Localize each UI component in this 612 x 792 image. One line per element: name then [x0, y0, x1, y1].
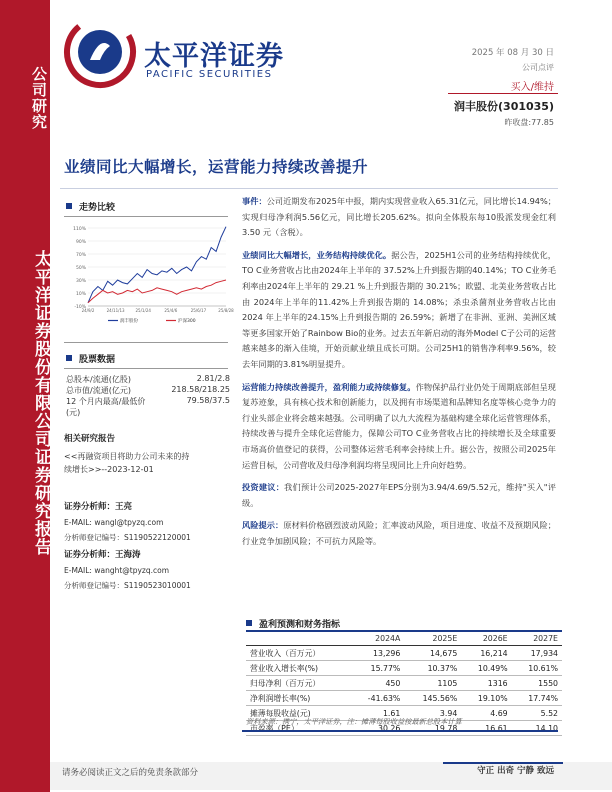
legend-label: 沪深300: [178, 319, 196, 324]
bullet-square-icon: [246, 620, 252, 626]
analyst-1-cert: 分析师登记编号：S1190522120001: [64, 533, 191, 542]
analyst-2-email[interactable]: E-MAIL: wanght@tpyzq.com: [64, 566, 170, 575]
operations-paragraph: 运营能力持续改善提升，盈利能力或持续修复。作物保护品行业仍处于周期底部但呈现复苏迹象，具有核心技术和创新能力，以及拥有市场渠道和品牌知名度等核心竞争力的行业头部企业将会越来越强。公司明确了以九大流程为基础构建全球化运营管理体系，持续改善与提升全球化运营能力，保障公司TO C业务营收占比的持续增长及全球重要市场高价值登记的获得，公司整体运营毛利率会持续上升。据公告，按照公司2025年运营目标，公司营收及归母净利润均将呈现同比上升向好趋势。: [242, 381, 556, 470]
column-header: [246, 631, 350, 646]
event-paragraph: 事件：公司近期发布2025年中报，期内实现营业收入65.31亿元，同比增长14.94%；实现归母净利润5.56亿元，同比增长205.62%。拟向全体股东每10股派发现金红利 3.50 元（含税）。: [242, 196, 556, 238]
rating: 买入/维持: [510, 82, 554, 93]
performance-paragraph: 业绩同比大幅增长，业务结构持续优化。据公告，2025H1公司的业务结构持续优化，TO C业务营收占比由2024年上半年的 37.52%上升到报告期的40.14%；TO C业务毛利率由2024年上半年的 29.21 %上升到报告期的 30.21%；欧盟、北美业务营收占比由 2024年上半年的11.42%上升到报告期的 14.08%；杀虫杀菌剂业务营收占比由 2024 年上半年的24.15%上升到报告期的 26.59%；新增了在非洲、亚洲、美洲区域等更多国家开始了Rainbow Bio的业务。过去五年新启动的海外Model C子公司的运营越来越多的渐入佳境，开始贡献业绩且成长可期。公司25H1的销售净利率9.56%，较去年同期的3.81%明显提升。: [242, 249, 556, 369]
y-tick-label: 30%: [75, 279, 86, 284]
bullet-square-icon: [66, 355, 72, 361]
investment-advice-paragraph: 投资建议：我们预计公司2025-2027年EPS分别为3.94/4.69/5.52元，维持"买入"评级。: [242, 482, 556, 508]
logo-text-en: PACIFIC SECURITIES: [146, 69, 273, 80]
table-bottom-rule: [242, 730, 558, 732]
key-data-row: (元): [66, 408, 81, 417]
analyst-1-name: 证券分析师：王亮: [64, 502, 133, 512]
pacific-securities-logo-icon: [64, 16, 136, 88]
trend-chart: [66, 222, 234, 334]
trend-heading: 走势比较: [66, 200, 115, 213]
table-cell: 17,934: [512, 646, 562, 661]
x-tick-label: 25/4/6: [164, 308, 178, 313]
y-tick-label: -10%: [74, 305, 86, 310]
table-cell: 10.37%: [404, 661, 461, 676]
analyst-2-name: 证券分析师：王海涛: [64, 550, 141, 560]
column-header: 2024A: [350, 631, 404, 646]
related-report-link[interactable]: <<再融资项目将助力公司未来的持 续增长>>--2023-12-01: [64, 452, 190, 474]
table-source-note: 资料来源：携宁，太平洋证券，注：摊薄每股收益按最新总股本计算: [246, 717, 462, 726]
legend-label: 润丰股份: [120, 319, 138, 324]
key-data-heading: 股票数据: [66, 352, 115, 365]
y-tick-label: 110%: [73, 227, 86, 232]
column-header: 2026E: [461, 631, 511, 646]
x-tick-label: 24/11/13: [106, 308, 125, 313]
table-cell: 17.74%: [512, 691, 562, 706]
table-cell: 19.78: [404, 721, 461, 736]
column-header: 2027E: [512, 631, 562, 646]
table-row: [246, 691, 562, 706]
series-line-index: [88, 280, 226, 303]
bullet-square-icon: [66, 203, 72, 209]
table-cell: 15.77%: [350, 661, 404, 676]
company-motto: 守正 出奇 宁静 致远: [477, 766, 554, 776]
table-cell: 16.61: [461, 721, 511, 736]
row-label: 营业收入增长率(%): [246, 661, 350, 676]
report-date: 2025 年 08 月 30 日: [471, 48, 554, 58]
table-cell: 1.61: [350, 706, 404, 721]
section-rule: [64, 368, 228, 369]
table-row: [246, 661, 562, 676]
row-label: 市盈率（PE）: [246, 721, 350, 736]
table-cell: 1316: [461, 676, 511, 691]
table-cell: 10.49%: [461, 661, 511, 676]
fin-table-heading: 盈利预测和财务指标: [246, 617, 340, 630]
header-divider: [448, 93, 558, 94]
disclaimer-note: 请务必阅读正文之后的免责条款部分: [62, 768, 199, 778]
row-label: 净利润增长率(%): [246, 691, 350, 706]
table-cell: 13,296: [350, 646, 404, 661]
table-header-row: [246, 631, 562, 646]
table-cell: 30.26: [350, 721, 404, 736]
sidebar-category: 公司研究: [30, 66, 48, 130]
table-row: [246, 646, 562, 661]
table-cell: 14.10: [512, 721, 562, 736]
x-tick-label: 25/6/17: [190, 308, 207, 313]
key-data-row: 总市值/流通(亿元) 218.58/218.25: [66, 385, 230, 395]
y-tick-label: 10%: [75, 292, 86, 297]
logo-text-cn: 太平洋证券: [144, 41, 284, 72]
y-tick-label: 70%: [75, 253, 86, 258]
section-rule: [64, 342, 228, 343]
table-cell: 4.69: [461, 706, 511, 721]
series-line-stock: [88, 227, 226, 303]
table-cell: 16,214: [461, 646, 511, 661]
report-body: [242, 194, 556, 556]
table-cell: 5.52: [512, 706, 562, 721]
report-type: 公司点评: [522, 63, 554, 72]
column-header: 2025E: [404, 631, 461, 646]
table-cell: 3.94: [404, 706, 461, 721]
x-tick-label: 25/8/28: [218, 308, 234, 313]
x-tick-label: 24/9/2: [81, 308, 95, 313]
row-label: 摊薄每股收益(元): [246, 706, 350, 721]
table-cell: 14,675: [404, 646, 461, 661]
table-cell: 1105: [404, 676, 461, 691]
table-cell: 1550: [512, 676, 562, 691]
risk-paragraph: 风险提示：原材料价格剧烈波动风险；汇率波动风险，项目进度、收益不及预期风险；行业竞争加剧风险；不可抗力风险等。: [242, 520, 556, 546]
analyst-2-cert: 分析师登记编号：S1190523010001: [64, 581, 191, 590]
section-rule: [64, 216, 228, 217]
title-divider: [60, 188, 558, 189]
table-cell: 145.56%: [404, 691, 461, 706]
sidebar-publisher: 太平洋证券股份有限公司证券研究报告: [31, 250, 51, 556]
key-data-row: 12 个月内最高/最低价 79.58/37.5: [66, 396, 230, 406]
y-tick-label: 90%: [75, 240, 86, 245]
table-cell: -41.63%: [350, 691, 404, 706]
row-label: 营业收入（百万元）: [246, 646, 350, 661]
row-label: 归母净利（百万元）: [246, 676, 350, 691]
stock-name: 润丰股份(301035): [454, 100, 554, 113]
table-cell: 19.10%: [461, 691, 511, 706]
table-row: [246, 676, 562, 691]
related-reports-heading: 相关研究报告: [64, 434, 116, 444]
x-tick-label: 25/1/24: [135, 308, 151, 313]
table-cell: 450: [350, 676, 404, 691]
page-title: 业绩同比大幅增长，运营能力持续改善提升: [64, 157, 369, 176]
close-price: 昨收盘:77.85: [504, 118, 554, 127]
y-tick-label: 50%: [75, 266, 86, 271]
analyst-1-email[interactable]: E-MAIL: wangl@tpyzq.com: [64, 518, 164, 527]
key-data-row: 总股本/流通(亿股) 2.81/2.8: [66, 374, 230, 384]
table-cell: 10.61%: [512, 661, 562, 676]
